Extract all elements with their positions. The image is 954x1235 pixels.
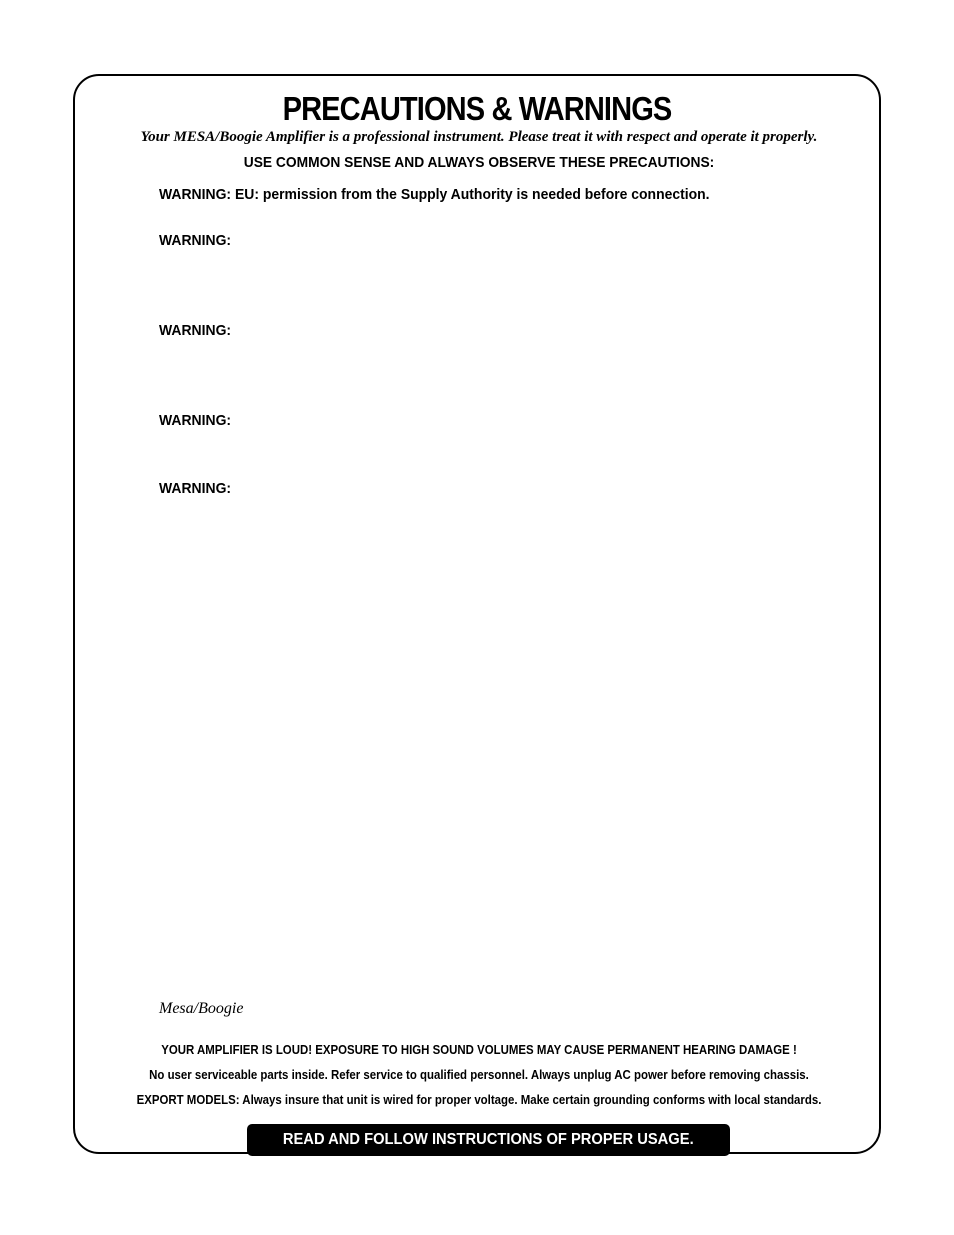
footer-badge-label: READ AND FOLLOW INSTRUCTIONS OF PROPER USAGE. <box>283 1131 694 1148</box>
page-subtitle: Your MESA/Boogie Amplifier is a professional instrument. Please treat it with respect and operate it properly. <box>140 129 818 145</box>
warning-item: WARNING: <box>159 232 232 249</box>
brand-signature: Mesa/Boogie <box>159 1000 244 1017</box>
warning-item: WARNING: EU: permission from the Supply Authority is needed before connection. <box>159 186 710 203</box>
warning-item: WARNING: <box>159 322 232 339</box>
notice-line: No user serviceable parts inside. Refer service to qualified personnel. Always unplug AC power before removing chassis. <box>149 1067 809 1082</box>
warning-item: WARNING: <box>159 412 232 429</box>
notice-line: EXPORT MODELS: Always insure that unit is wired for proper voltage. Make certain grounding conforms with local standards. <box>136 1092 822 1107</box>
warning-item: WARNING: <box>159 480 232 497</box>
precautions-heading: USE COMMON SENSE AND ALWAYS OBSERVE THESE PRECAUTIONS: <box>243 154 715 171</box>
notice-line: YOUR AMPLIFIER IS LOUD! EXPOSURE TO HIGH SOUND VOLUMES MAY CAUSE PERMANENT HEARING DAMAGE ! <box>161 1042 797 1057</box>
page-title: PRECAUTIONS & WARNINGS <box>282 90 672 127</box>
footer-badge <box>247 1124 730 1156</box>
